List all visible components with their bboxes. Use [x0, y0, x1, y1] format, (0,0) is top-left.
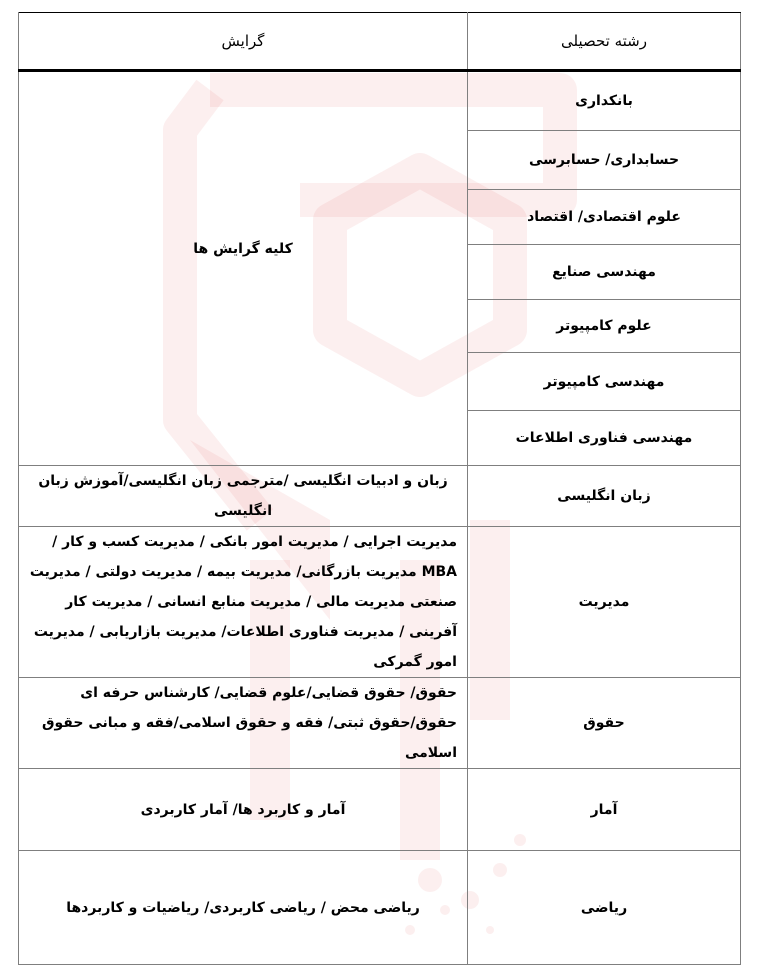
table-row: [19, 769, 741, 851]
header-row: [19, 13, 741, 71]
specialization-cell: آمار و کاربرد ها/ آمار کاربردی: [19, 769, 468, 851]
table-row: [19, 71, 741, 131]
shared-specialization-cell: کلیه گرایش ها: [19, 71, 468, 466]
major-cell: بانکداری: [468, 71, 741, 131]
specialization-cell: زبان و ادبیات انگلیسی /مترجمی زبان انگلیسی/آموزش زبان انگلیسی: [19, 466, 468, 527]
table-row: [19, 527, 741, 678]
major-cell: زبان انگلیسی: [468, 466, 741, 527]
header-specialization: گرایش: [19, 13, 468, 71]
major-cell: مهندسی فناوری اطلاعات: [468, 411, 741, 466]
majors-table: [18, 12, 741, 965]
major-cell: حقوق: [468, 678, 741, 769]
major-cell: حسابداری/ حسابرسی: [468, 131, 741, 190]
specialization-cell: حقوق/ حقوق قضایی/علوم قضایی/ کارشناس حرفه ای حقوق/حقوق ثبتی/ فقه و حقوق اسلامی/فقه و مبانی حقوق اسلامی: [19, 678, 468, 769]
major-cell: مهندسی صنایع: [468, 245, 741, 300]
table-row: [19, 851, 741, 965]
major-cell: آمار: [468, 769, 741, 851]
major-cell: مدیریت: [468, 527, 741, 678]
specialization-cell: مدیریت اجرایی / مدیریت امور بانکی / مدیریت کسب و کار / MBA مدیریت بازرگانی/ مدیریت بیمه / مدیریت دولتی / مدیریت صنعتی مدیریت مالی / مدیریت منابع انسانی / مدیریت کار آفرینی / مدیریت فناوری اطلاعات/ مدیریت بازاریابی / مدیریت امور گمرکی: [19, 527, 468, 678]
specialization-cell: ریاضی محض / ریاضی کاربردی/ ریاضیات و کاربردها: [19, 851, 468, 965]
major-cell: مهندسی کامپیوتر: [468, 353, 741, 411]
table-row: [19, 466, 741, 527]
major-cell: علوم اقتصادی/ اقتصاد: [468, 190, 741, 245]
header-major: رشته تحصیلی: [468, 13, 741, 71]
major-cell: علوم کامپیوتر: [468, 300, 741, 353]
major-cell: ریاضی: [468, 851, 741, 965]
table-row: [19, 678, 741, 769]
